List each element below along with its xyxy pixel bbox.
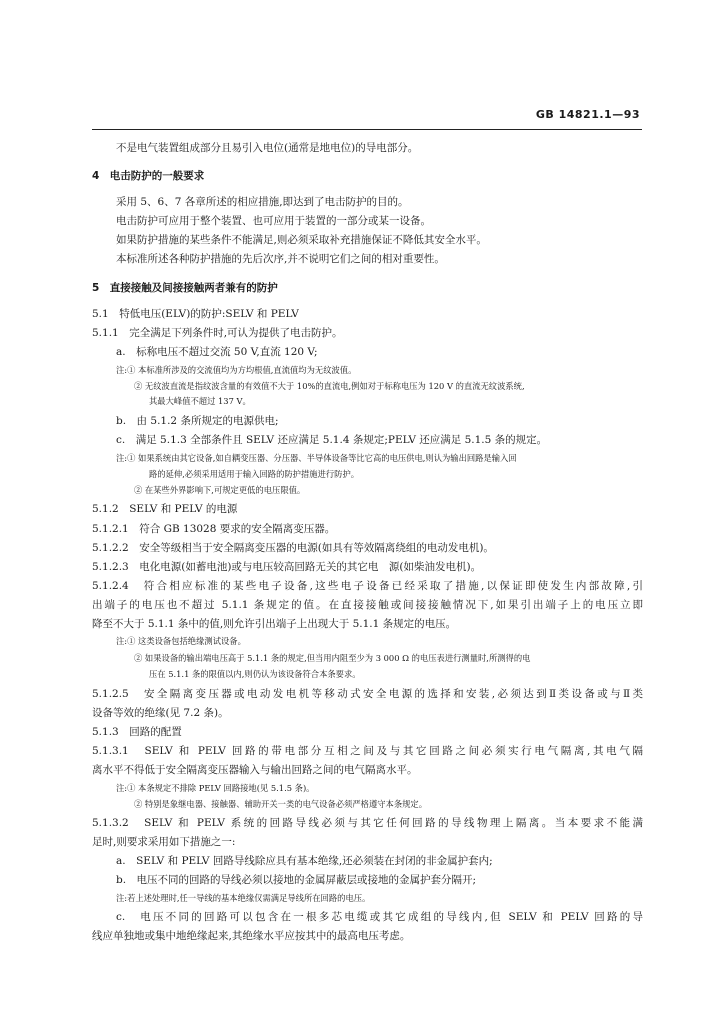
list-item: a. SELV 和 PELV 回路导线除应具有基本绝缘,还必须装在封闭的非金属护套内; — [116, 855, 493, 867]
note-line: 注:若上述处理时,任一导线的基本绝缘仅需满足导线所在回路的电压。 — [116, 893, 371, 903]
note-line: 路的延伸,必须采用适用于输入回路的防护措施进行防护。 — [149, 469, 360, 479]
note-line: ② 在某些外界影响下,可规定更低的电压限值。 — [134, 485, 306, 495]
list-item: c. 电压不同的回路可以包含在一根多芯电缆或其它成组的导线内,但 SELV 和 PELV 回路的导 — [116, 911, 643, 923]
note-line: 注:① 这类设备包括绝缘测试设备。 — [116, 636, 246, 646]
note-line: 注:① 如果系统由其它设备,如自耦变压器、分压器、半导体设备等比它高的电压供电,则认为输出回路是输入回 — [116, 453, 517, 463]
clause-line: 5.1.2.4 符合相应标准的某些电子设备,这些电子设备已经采取了措施,以保证即使发生内部故障,引 — [92, 580, 643, 592]
header-rule — [92, 129, 642, 130]
note-line: 其最大峰值不超过 137 V。 — [149, 396, 251, 406]
list-item: 线应单独地或集中地绝缘起来,其绝缘水平应按其中的最高电压考虑。 — [92, 930, 411, 942]
page-header-standard-code: GB 14821.1—93 — [535, 108, 640, 121]
clause-line: 5.1.2.2 安全等级相当于安全隔离变压器的电源(如具有等效隔离绕组的电动发电机)。 — [92, 542, 494, 554]
clause-heading: 5.1.3 回路的配置 — [92, 726, 182, 738]
clause-line: 5.1.1 完全满足下列条件时,可认为提供了电击防护。 — [92, 327, 343, 339]
clause-line: 5.1.2.5 安全隔离变压器或电动发电机等移动式安全电源的选择和安装,必须达到Ⅱ类设备或与Ⅱ类 — [92, 688, 643, 700]
list-item: b. 由 5.1.2 条所规定的电源供电; — [116, 415, 279, 427]
clause-heading: 5.1 特低电压(ELV)的防护:SELV 和 PELV — [92, 308, 299, 320]
text-line: 采用 5、6、7 各章所述的相应措施,即达到了电击防护的目的。 — [116, 196, 409, 208]
note-line: ② 特别是象继电器、接触器、辅助开关一类的电气设备必须严格遵守本条规定。 — [134, 799, 428, 809]
note-line: ② 无纹波直流是指纹波含量的有效值不大于 10%的直流电,例如对于标称电压为 120 V 的直流无纹波系统, — [134, 381, 525, 391]
clause-line: 离水平不得低于安全隔离变压器输入与输出回路之间的电气隔离水平。 — [92, 764, 418, 776]
clause-line: 5.1.3.2 SELV 和 PELV 系统的回路导线必须与其它任何回路的导线物理上隔离。当本要求不能满 — [92, 817, 643, 829]
clause-line: 5.1.2.1 符合 GB 13028 要求的安全隔离变压器。 — [92, 523, 336, 535]
list-item: b. 电压不同的回路的导线必须以接地的金属屏蔽层或接地的金属护套分隔开; — [116, 874, 477, 886]
clause-heading: 5.1.2 SELV 和 PELV 的电源 — [92, 503, 238, 515]
section-heading-5: 5 直接接触及间接接触两者兼有的防护 — [92, 282, 278, 294]
text-line: 电击防护可应用于整个装置、也可应用于装置的一部分或某一设备。 — [116, 215, 431, 227]
list-item: c. 满足 5.1.3 全部条件且 SELV 还应满足 5.1.4 条规定;PELV 还应满足 5.1.5 条的规定。 — [116, 434, 548, 446]
clause-line: 出端子的电压也不超过 5.1.1 条规定的值。在直接接触或间接接触情况下,如果引出端子上的电压立即 — [92, 599, 643, 611]
note-line: ② 如果设备的输出端电压高于 5.1.1 条的规定,但当用内阻至少为 3 000 Ω 的电压表进行测量时,所测得的电 — [134, 653, 531, 663]
text-line: 如果防护措施的某些条件不能满足,则必须采取补充措施保证不降低其安全水平。 — [116, 234, 487, 246]
note-line: 压在 5.1.1 条的限值以内,则仍认为该设备符合本条要求。 — [149, 669, 361, 679]
list-item: a. 标称电压不超过交流 50 V,直流 120 V; — [116, 346, 318, 358]
section-heading-4: 4 电击防护的一般要求 — [92, 170, 205, 182]
clause-line: 5.1.2.3 电化电源(如蓄电池)或与电压较高回路无关的其它电 源(如柴油发电机)。 — [92, 561, 482, 573]
text-line: 本标准所述各种防护措施的先后次序,并不说明它们之间的相对重要性。 — [116, 253, 445, 265]
clause-line: 5.1.3.1 SELV 和 PELV 回路的带电部分互相之间及与其它回路之间必须实行电气隔离,其电气隔 — [92, 745, 643, 757]
clause-line: 足时,则要求采用如下措施之一: — [92, 836, 236, 848]
clause-line: 降至不大于 5.1.1 条中的值,则允许引出端子上出现大于 5.1.1 条规定的电压。 — [92, 618, 457, 630]
note-line: 注:① 本条规定不排除 PELV 回路接地(见 5.1.5 条)。 — [116, 783, 315, 793]
note-line: 注:① 本标准所涉及的交流值均为方均根值,直流值均为无纹波值。 — [116, 365, 357, 375]
text-line: 不是电气装置组成部分且易引入电位(通常是地电位)的导电部分。 — [116, 142, 419, 154]
clause-line: 设备等效的绝缘(见 7.2 条)。 — [92, 707, 229, 719]
